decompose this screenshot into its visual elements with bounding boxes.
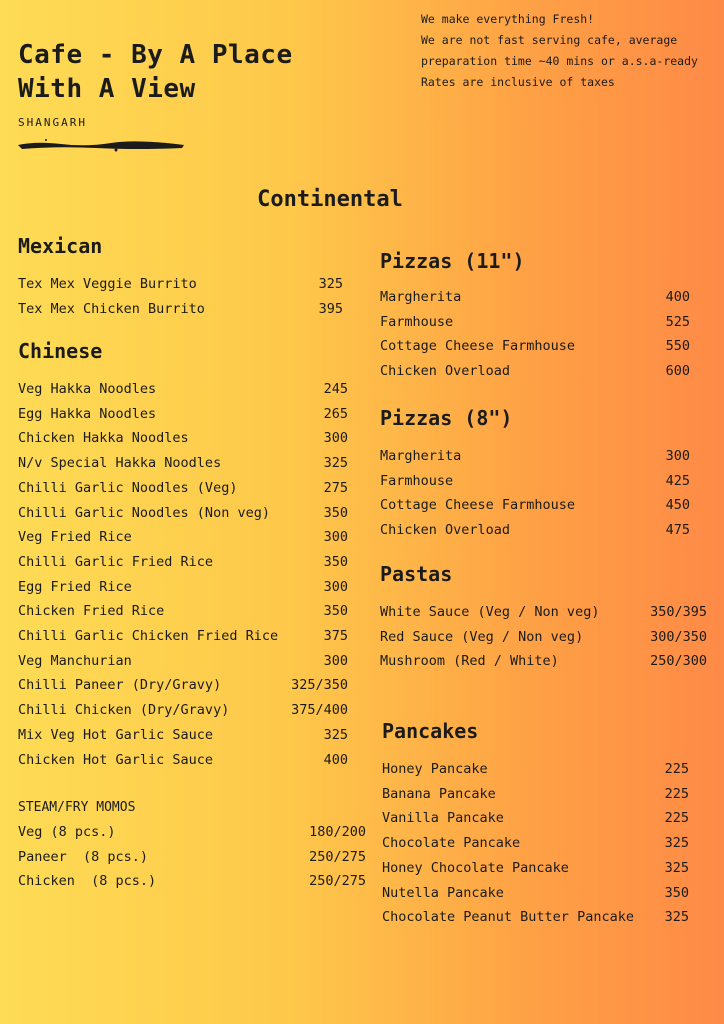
menu-item-price: 225 xyxy=(664,785,689,802)
note-line: Rates are inclusive of taxes xyxy=(421,75,615,89)
menu-item xyxy=(18,677,348,693)
menu-item-name: Veg (8 pcs.) xyxy=(18,824,116,840)
section-title-pastas: Pastas xyxy=(380,562,453,586)
menu-item-price: 250/300 xyxy=(650,653,707,670)
menu-item xyxy=(382,810,689,826)
menu-item-price: 325 xyxy=(664,859,689,876)
menu-item xyxy=(382,786,689,802)
menu-item-name: Veg Manchurian xyxy=(18,652,132,669)
menu-item-name: Banana Pancake xyxy=(382,785,496,802)
menu-item xyxy=(18,276,343,292)
menu-item-name: Chicken Fried Rice xyxy=(18,603,165,620)
menu-item xyxy=(18,727,348,743)
menu-item-name: Tex Mex Veggie Burrito xyxy=(18,276,197,292)
menu-item-name: Egg Hakka Noodles xyxy=(18,405,157,422)
menu-item-name: Red Sauce (Veg / Non veg) xyxy=(380,628,584,645)
menu-item-name: Farmhouse xyxy=(380,472,454,489)
menu-item-price: 325 xyxy=(323,455,348,472)
menu-item xyxy=(18,301,343,317)
menu-item xyxy=(18,529,348,545)
menu-item-name: Chicken (8 pcs.) xyxy=(18,873,157,890)
menu-item-name: Chicken Hakka Noodles xyxy=(18,430,189,447)
menu-item-name: Chicken Overload xyxy=(380,363,511,380)
note-line: We are not fast serving cafe, average xyxy=(421,33,678,47)
menu-item xyxy=(18,455,348,471)
note-line: preparation time ~40 mins or a.s.a-ready xyxy=(421,54,698,68)
menu-item xyxy=(18,628,348,644)
menu-item-name: Honey Chocolate Pancake xyxy=(382,859,569,876)
menu-item-price: 250/275 xyxy=(309,873,366,890)
info-notes xyxy=(421,9,698,93)
section-title-mexican: Mexican xyxy=(18,234,103,258)
cafe-title xyxy=(18,38,293,106)
menu-item-name: Vanilla Pancake xyxy=(382,810,504,827)
menu-item-price: 475 xyxy=(665,522,690,539)
menu-item xyxy=(18,873,366,889)
menu-item-price: 325 xyxy=(664,909,689,926)
menu-item xyxy=(18,554,348,570)
section-title-pizza8: Pizzas (8") xyxy=(380,406,513,430)
menu-item xyxy=(382,761,689,777)
menu-item-price: 525 xyxy=(665,313,690,330)
menu-item-price: 325 xyxy=(664,835,689,852)
section-title-chinese: Chinese xyxy=(18,339,103,363)
menu-item xyxy=(18,752,348,768)
menu-item-price: 265 xyxy=(323,405,348,422)
menu-item-name: Veg Hakka Noodles xyxy=(18,381,157,397)
menu-item-name: Egg Fried Rice xyxy=(18,578,132,595)
menu-item-price: 395 xyxy=(318,300,343,317)
menu-item-price: 245 xyxy=(323,381,348,397)
menu-item-price: 300 xyxy=(665,448,690,464)
menu-item-price: 350 xyxy=(323,553,348,570)
menu-item xyxy=(18,579,348,595)
menu-item-name: White Sauce (Veg / Non veg) xyxy=(380,604,600,620)
menu-item xyxy=(380,448,690,464)
menu-item-price: 350 xyxy=(664,884,689,901)
menu-item xyxy=(380,314,690,330)
menu-item-name: Cottage Cheese Farmhouse xyxy=(380,497,576,514)
menu-item-name: N/v Special Hakka Noodles xyxy=(18,455,222,472)
menu-title: Continental xyxy=(257,187,403,212)
menu-item-name: Chicken Hot Garlic Sauce xyxy=(18,751,214,768)
menu-item xyxy=(382,885,689,901)
menu-item-name: Nutella Pancake xyxy=(382,884,504,901)
menu-item-price: 350/395 xyxy=(650,604,707,620)
menu-item-price: 375 xyxy=(323,628,348,644)
menu-item xyxy=(380,338,690,354)
menu-item xyxy=(18,406,348,422)
note-line: We make everything Fresh! xyxy=(421,12,595,26)
section-title-pancakes: Pancakes xyxy=(382,719,479,743)
menu-item xyxy=(380,604,707,620)
menu-item xyxy=(382,909,689,925)
menu-item-price: 450 xyxy=(665,497,690,514)
menu-item-name: Mix Veg Hot Garlic Sauce xyxy=(18,726,214,743)
menu-item-name: Farmhouse xyxy=(380,313,454,330)
menu-item xyxy=(18,480,348,496)
section-title-pizza11: Pizzas (11") xyxy=(380,249,525,273)
menu-item-name: Chilli Chicken (Dry/Gravy) xyxy=(18,702,230,719)
menu-item-name: Honey Pancake xyxy=(382,761,488,777)
menu-item-price: 425 xyxy=(665,472,690,489)
menu-item-name: Mushroom (Red / White) xyxy=(380,653,559,670)
menu-item xyxy=(18,603,348,619)
menu-item-price: 350 xyxy=(323,603,348,620)
menu-item-price: 325/350 xyxy=(291,677,348,694)
menu-item xyxy=(380,653,707,669)
brush-stroke-divider xyxy=(16,138,186,152)
menu-item-name: Cottage Cheese Farmhouse xyxy=(380,338,576,355)
menu-item-name: Margherita xyxy=(380,289,462,305)
menu-item-name: Chocolate Pancake xyxy=(382,835,521,852)
menu-item xyxy=(382,860,689,876)
menu-item-price: 550 xyxy=(665,338,690,355)
menu-item-price: 300/350 xyxy=(650,628,707,645)
menu-item-price: 350 xyxy=(323,504,348,521)
menu-item xyxy=(18,653,348,669)
menu-item-name: Veg Fried Rice xyxy=(18,529,132,546)
menu-item xyxy=(18,505,348,521)
menu-item-price: 375/400 xyxy=(291,702,348,719)
menu-item-price: 300 xyxy=(323,652,348,669)
location-label: SHANGARH xyxy=(18,116,87,129)
cafe-title-line1: Cafe - By A Place xyxy=(18,40,293,70)
menu-item-name: Chocolate Peanut Butter Pancake xyxy=(382,909,634,926)
cafe-title-line2: With A View xyxy=(18,74,196,104)
menu-item-price: 180/200 xyxy=(309,824,366,840)
menu-item-price: 300 xyxy=(323,529,348,546)
menu-item-price: 325 xyxy=(323,726,348,743)
menu-item xyxy=(18,824,366,840)
menu-item xyxy=(18,849,366,865)
menu-item xyxy=(18,702,348,718)
menu-item xyxy=(382,835,689,851)
menu-item xyxy=(380,473,690,489)
menu-item-name: Paneer (8 pcs.) xyxy=(18,848,149,865)
menu-item-name: Chilli Garlic Noodles (Non veg) xyxy=(18,504,270,521)
menu-item xyxy=(380,497,690,513)
menu-item-price: 325 xyxy=(318,276,343,292)
menu-item-price: 275 xyxy=(323,479,348,496)
menu-item-price: 250/275 xyxy=(309,848,366,865)
menu-item-price: 400 xyxy=(323,751,348,768)
menu-item-price: 225 xyxy=(664,810,689,827)
menu-item-price: 300 xyxy=(323,430,348,447)
menu-item xyxy=(380,363,690,379)
menu-item-name: Chilli Paneer (Dry/Gravy) xyxy=(18,677,222,694)
menu-item-name: Margherita xyxy=(380,448,462,464)
menu-item-name: Tex Mex Chicken Burrito xyxy=(18,300,205,317)
menu-item xyxy=(18,381,348,397)
menu-item-price: 225 xyxy=(664,761,689,777)
menu-item-name: Chicken Overload xyxy=(380,522,511,539)
menu-item xyxy=(18,430,348,446)
menu-item xyxy=(380,522,690,538)
menu-item-price: 400 xyxy=(665,289,690,305)
menu-item xyxy=(380,289,690,305)
menu-item xyxy=(380,629,707,645)
menu-item-price: 600 xyxy=(665,363,690,380)
menu-item-name: Chilli Garlic Fried Rice xyxy=(18,553,214,570)
section-title-momos: STEAM/FRY MOMOS xyxy=(18,800,136,815)
menu-item-name: Chilli Garlic Chicken Fried Rice xyxy=(18,628,279,644)
menu-item-name: Chilli Garlic Noodles (Veg) xyxy=(18,479,238,496)
menu-item-price: 300 xyxy=(323,578,348,595)
